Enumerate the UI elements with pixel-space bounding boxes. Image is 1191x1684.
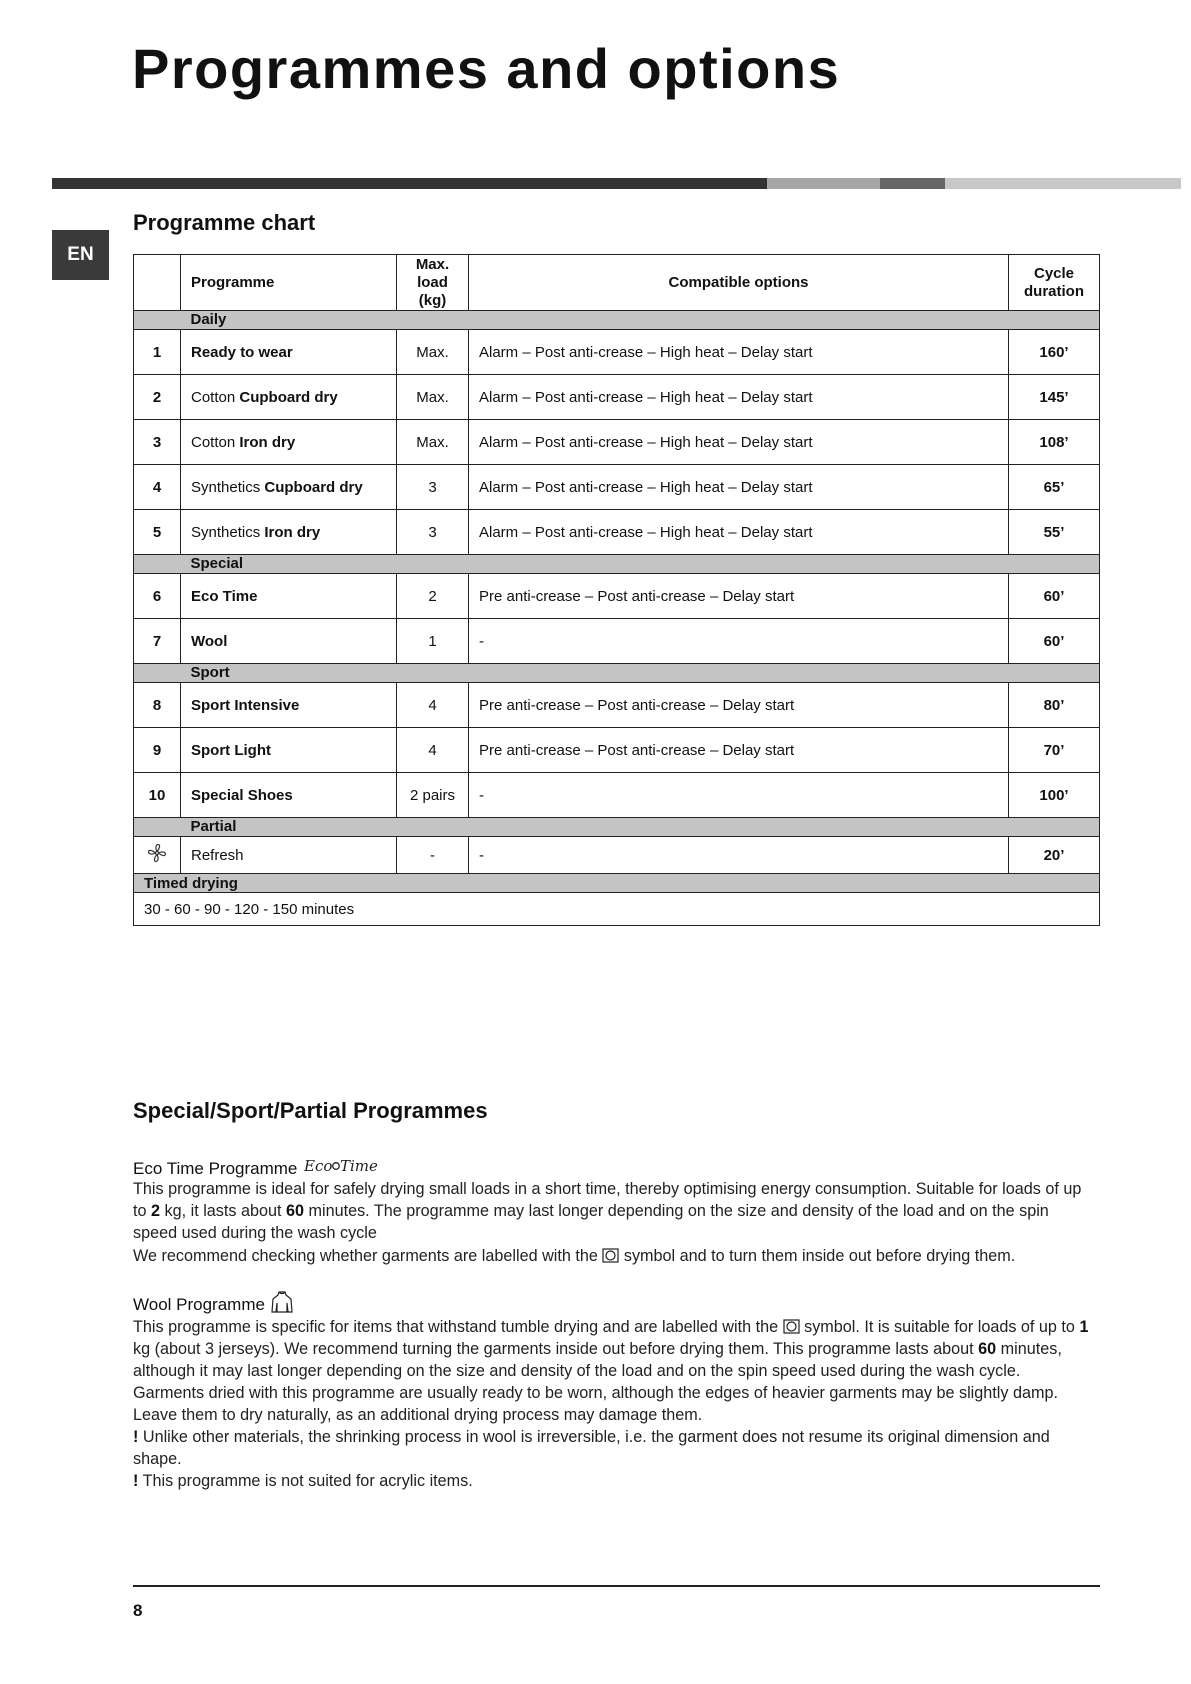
table-row — [134, 773, 1100, 818]
programme-number: 7 — [134, 619, 181, 664]
programme-load: 3 — [397, 465, 469, 510]
warning-mark: ! — [133, 1472, 139, 1490]
programme-load: 2 pairs — [397, 773, 469, 818]
header-bar-light — [945, 178, 1181, 189]
eco-time-heading: Eco Time Programme Eco Time — [133, 1156, 367, 1181]
header-programme: Programme — [181, 255, 397, 311]
programme-options: - — [469, 619, 1009, 664]
timed-drying-values: 30 - 60 - 90 - 120 - 150 minutes — [134, 893, 1100, 926]
programme-options: Pre anti-crease – Post anti-crease – Delay start — [469, 728, 1009, 773]
programme-name: Refresh — [181, 837, 397, 874]
programme-number: 5 — [134, 510, 181, 555]
programme-number: 8 — [134, 683, 181, 728]
special-programmes-title: Special/Sport/Partial Programmes — [133, 1098, 488, 1123]
header-load-line: Max. — [415, 255, 450, 273]
page-title: Programmes and options — [132, 37, 841, 100]
programme-options: Alarm – Post anti-crease – High heat – Delay start — [469, 465, 1009, 510]
programme-number: 3 — [134, 420, 181, 465]
programme-chart-table — [133, 254, 1100, 926]
table-row — [134, 837, 1100, 874]
eco-time-paragraph-2: We recommend checking whether garments are labelled with the symbol and to turn them inside out before drying them. — [133, 1247, 1016, 1265]
table-row — [134, 619, 1100, 664]
programme-options: Alarm – Post anti-crease – High heat – Delay start — [469, 375, 1009, 420]
header-load-line: (kg) — [418, 291, 447, 309]
programme-options: - — [469, 837, 1009, 874]
programme-duration: 100’ — [1009, 773, 1100, 818]
programme-name: Sport Intensive — [181, 683, 397, 728]
table-row — [134, 420, 1100, 465]
programme-options: Alarm – Post anti-crease – High heat – Delay start — [469, 330, 1009, 375]
programme-duration: 160’ — [1009, 330, 1100, 375]
tumble-dry-symbol-icon — [783, 1318, 800, 1336]
programme-duration: 55’ — [1009, 510, 1100, 555]
table-header-row — [134, 255, 1100, 311]
table-row — [134, 574, 1100, 619]
programme-name: Eco Time — [181, 574, 397, 619]
programme-duration: 108’ — [1009, 420, 1100, 465]
category-label: Partial — [181, 818, 1100, 837]
programme-load: 2 — [397, 574, 469, 619]
programme-options: Alarm – Post anti-crease – High heat – Delay start — [469, 510, 1009, 555]
programme-duration: 60’ — [1009, 574, 1100, 619]
timed-drying-header-row — [134, 874, 1100, 893]
programme-load: 4 — [397, 728, 469, 773]
table-row — [134, 375, 1100, 420]
table-row — [134, 465, 1100, 510]
language-badge: EN — [52, 230, 109, 280]
wool-sweater-icon — [271, 1290, 293, 1319]
category-row-special — [134, 555, 1100, 574]
footer-rule — [133, 1585, 1100, 1587]
eco-time-paragraph-1: This programme is ideal for safely drying small loads in a short time, thereby optimising energy consumption. Suitable for loads of up to 2 kg, it lasts about 60 minutes. The programme may last longer depending on the size and density of the load and on the spin speed used during the wash cycle — [133, 1180, 1082, 1242]
programme-duration: 20’ — [1009, 837, 1100, 874]
category-row-partial — [134, 818, 1100, 837]
programme-name: Cotton Cupboard dry — [181, 375, 397, 420]
programme-number: 2 — [134, 375, 181, 420]
programme-options: Pre anti-crease – Post anti-crease – Delay start — [469, 683, 1009, 728]
fan-icon — [134, 837, 181, 874]
programme-name: Sport Light — [181, 728, 397, 773]
wool-paragraph-1: This programme is specific for items that withstand tumble drying and are labelled with the symbol. It is suitable for loads of up to 1 kg (about 3 jerseys). We recommend turning the garments inside out before drying them. This programme lasts about 60 minutes, although it may last longer depending on the size and density of the load and on the spin speed used during the wash cycle. Garments dried with this programme are usually ready to be worn, although the edges of heavier garments may be slightly damp. Leave them to dry naturally, as an additional drying process may damage them. — [133, 1318, 1089, 1424]
header-duration — [1009, 255, 1100, 311]
programme-load: 1 — [397, 619, 469, 664]
header-bar-dark-grey — [880, 178, 945, 189]
programme-load: Max. — [397, 375, 469, 420]
programme-duration: 65’ — [1009, 465, 1100, 510]
programme-load: Max. — [397, 330, 469, 375]
programme-load: 4 — [397, 683, 469, 728]
header-bar-grey — [767, 178, 880, 189]
timed-drying-values-row — [134, 893, 1100, 926]
programme-number: 6 — [134, 574, 181, 619]
table-row — [134, 728, 1100, 773]
wool-warning-1: ! Unlike other materials, the shrinking process in wool is irreversible, i.e. the garment does not resume its original dimension and shape. — [133, 1428, 1050, 1468]
programme-number: 10 — [134, 773, 181, 818]
category-row-daily — [134, 311, 1100, 330]
category-label: Daily — [181, 311, 1100, 330]
programme-chart-title: Programme chart — [133, 210, 316, 235]
timed-drying-label: Timed drying — [134, 874, 1100, 893]
header-num — [134, 255, 181, 311]
header-options: Compatible options — [469, 255, 1009, 311]
programme-number: 9 — [134, 728, 181, 773]
programme-load: - — [397, 837, 469, 874]
category-row-sport — [134, 664, 1100, 683]
programme-name: Synthetics Cupboard dry — [181, 465, 397, 510]
header-bar-dark — [52, 178, 767, 189]
svg-text:Time: Time — [340, 1157, 379, 1175]
header-load-line: load — [417, 273, 448, 291]
svg-text:Eco: Eco — [304, 1157, 333, 1175]
table-row — [134, 510, 1100, 555]
programme-duration: 70’ — [1009, 728, 1100, 773]
wool-heading: Wool Programme — [133, 1290, 293, 1319]
header-duration-line: Cycle — [1033, 264, 1075, 282]
category-label: Special — [181, 555, 1100, 574]
programme-duration: 145’ — [1009, 375, 1100, 420]
programme-number: 1 — [134, 330, 181, 375]
warning-mark: ! — [133, 1428, 139, 1446]
tumble-dry-symbol-icon — [602, 1247, 619, 1265]
programme-options: - — [469, 773, 1009, 818]
page-number: 8 — [133, 1601, 143, 1620]
programme-name: Cotton Iron dry — [181, 420, 397, 465]
header-duration-line: duration — [1024, 282, 1084, 300]
programme-name: Wool — [181, 619, 397, 664]
programme-duration: 60’ — [1009, 619, 1100, 664]
programme-name: Ready to wear — [181, 330, 397, 375]
programme-name: Special Shoes — [181, 773, 397, 818]
category-label: Sport — [181, 664, 1100, 683]
header-max-load — [397, 255, 469, 311]
programme-load: 3 — [397, 510, 469, 555]
programme-number: 4 — [134, 465, 181, 510]
programme-options: Pre anti-crease – Post anti-crease – Delay start — [469, 574, 1009, 619]
programme-options: Alarm – Post anti-crease – High heat – Delay start — [469, 420, 1009, 465]
wool-warning-2: ! This programme is not suited for acrylic items. — [133, 1472, 473, 1490]
table-row — [134, 683, 1100, 728]
programme-name: Synthetics Iron dry — [181, 510, 397, 555]
table-row — [134, 330, 1100, 375]
programme-load: Max. — [397, 420, 469, 465]
programme-duration: 80’ — [1009, 683, 1100, 728]
